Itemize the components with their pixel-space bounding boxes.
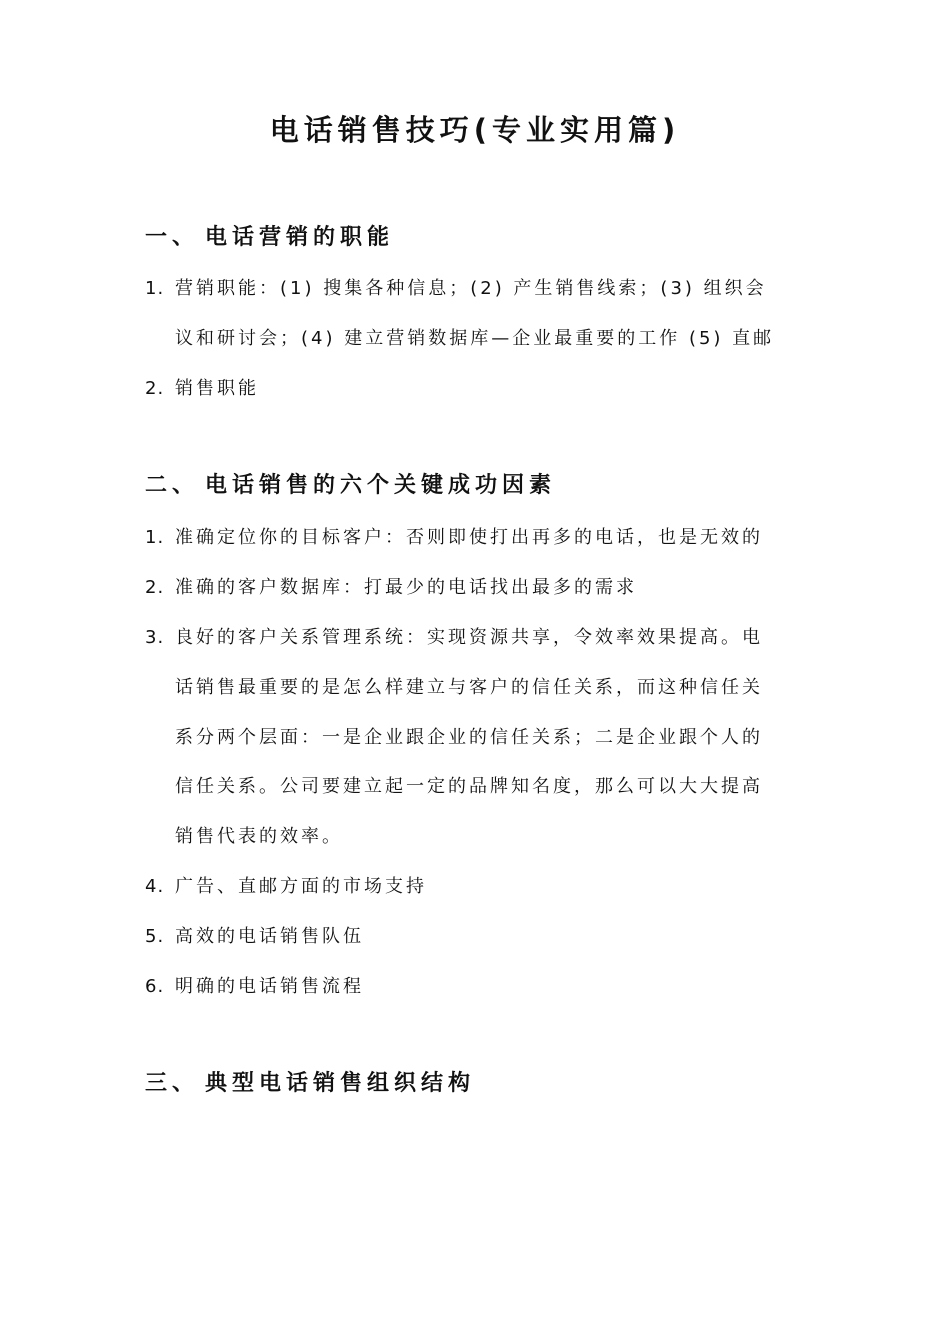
- section-heading-3: [145, 1066, 475, 1097]
- section-heading-2: [145, 468, 556, 499]
- list-item: [145, 374, 259, 400]
- list-item: [145, 573, 637, 599]
- section-number: 三、: [145, 1071, 200, 1096]
- list-item-text: 高效的电话销售队伍: [175, 926, 364, 947]
- list-item-text: 广告、直邮方面的市场支持: [175, 876, 427, 897]
- list-item-continuation: 信任关系。公司要建立起一定的品牌知名度，那么可以大大提高: [175, 776, 763, 797]
- list-item-text: 销售职能: [175, 378, 259, 399]
- list-item-continuation: 话销售最重要的是怎么样建立与客户的信任关系，而这种信任关: [175, 677, 763, 698]
- section-title: 电话营销的职能: [205, 225, 395, 250]
- document-title: 电话销售技巧(专业实用篇): [269, 113, 681, 147]
- list-item-number: 6.: [145, 976, 165, 997]
- list-item-number: 4.: [145, 876, 165, 897]
- list-item-continuation: 议和研讨会；(4) 建立营销数据库—企业最重要的工作 (5) 直邮: [175, 328, 775, 349]
- section-number: 一、: [145, 225, 200, 250]
- list-item-number: 1.: [145, 527, 165, 548]
- section-number: 二、: [145, 473, 200, 498]
- list-item-number: 2.: [145, 378, 165, 399]
- list-item-number: 3.: [145, 627, 165, 648]
- list-item-text: 营销职能：(1) 搜集各种信息；(2) 产生销售线索；(3) 组织会: [175, 278, 767, 299]
- list-item: [145, 523, 763, 549]
- section-heading-1: [145, 220, 394, 251]
- list-item-continuation: 系分两个层面：一是企业跟企业的信任关系；二是企业跟个人的: [175, 727, 763, 748]
- section-title: 电话销售的六个关键成功因素: [205, 473, 557, 498]
- list-item-text: 准确的客户数据库：打最少的电话找出最多的需求: [175, 577, 637, 598]
- list-item-text: 准确定位你的目标客户：否则即使打出再多的电话，也是无效的: [175, 527, 763, 548]
- list-item: [145, 872, 427, 898]
- list-item-continuation: 销售代表的效率。: [175, 826, 343, 847]
- list-item-text: 良好的客户关系管理系统：实现资源共享，令效率效果提高。电: [175, 627, 763, 648]
- list-item-text: 明确的电话销售流程: [175, 976, 364, 997]
- list-item-number: 2.: [145, 577, 165, 598]
- list-item-number: 5.: [145, 926, 165, 947]
- list-item: [145, 922, 364, 948]
- section-title: 典型电话销售组织结构: [205, 1071, 476, 1096]
- list-item-number: 1.: [145, 278, 165, 299]
- list-item: [145, 623, 763, 649]
- list-item: [145, 274, 767, 300]
- list-item: [145, 972, 364, 998]
